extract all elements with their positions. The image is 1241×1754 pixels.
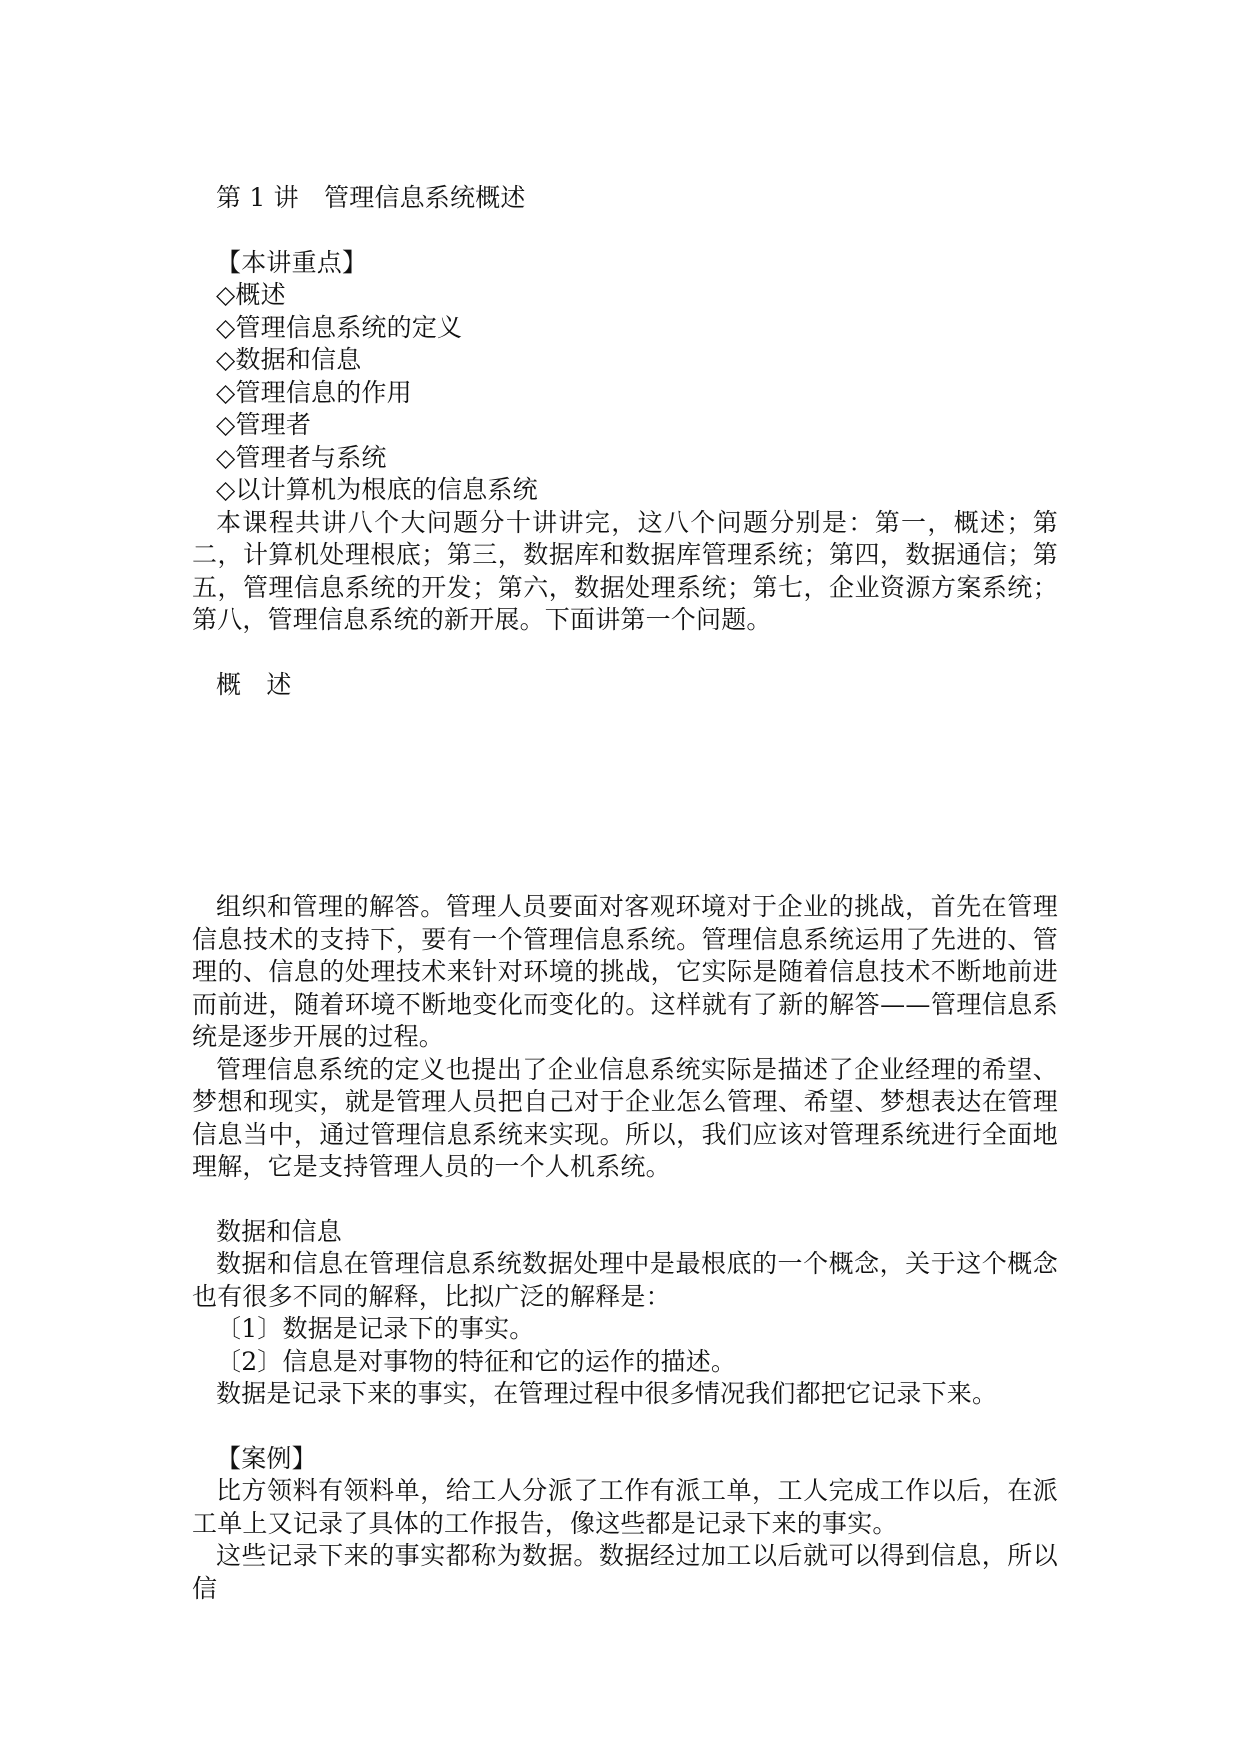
overview-heading: 概 述 (216, 669, 292, 699)
key-point-item: ◇管理信息的作用 (216, 377, 412, 407)
information-definition: 〔2〕信息是对事物的特征和它的运作的描述。 (216, 1346, 737, 1376)
case-paragraph: 比方领料有领料单，给工人分派了工作有派工单，工人完成工作以后，在派工单上又记录了具体的工作报告，像这些都是记录下来的事实。 (192, 1476, 1058, 1538)
blank-space (192, 701, 1058, 891)
key-point-item: ◇管理信息系统的定义 (216, 312, 463, 342)
case-section (192, 1443, 1058, 1606)
definition-paragraph: 管理信息系统的定义也提出了企业信息系统实际是描述了企业经理的希望、梦想和现实，就是管理人员把自己对于企业怎么管理、希望、梦想表达在管理信息当中，通过管理信息系统来实现。所以，我们应该对管理系统进行全面地理解，它是支持管理人员的一个人机系统。 (192, 1054, 1058, 1181)
case-heading: 【案例】 (216, 1443, 317, 1473)
key-point-item: ◇概述 (216, 280, 286, 309)
overview-section (192, 669, 1058, 1184)
data-record-paragraph: 数据是记录下来的事实，在管理过程中很多情况我们都把它记录下来。 (216, 1379, 998, 1408)
course-overview-paragraph: 本课程共讲八个大问题分十讲讲完，这八个问题分别是：第一，概述；第二，计算机处理根底；第三，数据库和数据库管理系统；第四，数据通信；第五，管理信息系统的开发；第六，数据处理系统；第七，企业资源方案系统；第八，管理信息系统的新开展。下面讲第一个问题。 (192, 507, 1058, 634)
section-gap (192, 637, 1058, 669)
data-information-paragraph: 数据和信息在管理信息系统数据处理中是最根底的一个概念，关于这个概念也有很多不同的解释，比拟广泛的解释是： (192, 1249, 1058, 1311)
closing-paragraph: 这些记录下来的事实都称为数据。数据经过加工以后就可以得到信息，所以信 (192, 1541, 1058, 1603)
lecture-content (192, 182, 1058, 1605)
overview-paragraph: 组织和管理的解答。管理人员要面对客观环境对于企业的挑战，首先在管理信息技术的支持下，要有一个管理信息系统。管理信息系统运用了先进的、管理的、信息的处理技术来针对环境的挑战，它实际是随着信息技术不断地前进而前进，随着环境不断地变化而变化的。这样就有了新的解答——管理信息系统是逐步开展的过程。 (192, 892, 1058, 1051)
key-points-section (192, 247, 1058, 507)
lecture-title: 第 1 讲 管理信息系统概述 (216, 183, 526, 212)
key-point-item: ◇以计算机为根底的信息系统 (216, 475, 538, 504)
data-information-section (192, 1216, 1058, 1411)
data-information-heading: 数据和信息 (216, 1216, 343, 1246)
data-definition: 〔1〕数据是记录下的事实。 (216, 1314, 535, 1343)
key-points-list (216, 279, 1058, 507)
section-gap (192, 1184, 1058, 1216)
key-points-heading: 【本讲重点】 (216, 247, 368, 277)
section-gap (192, 1411, 1058, 1443)
key-point-item: ◇管理者 (216, 410, 312, 439)
key-point-item: ◇数据和信息 (216, 345, 362, 374)
key-point-item: ◇管理者与系统 (216, 442, 387, 472)
